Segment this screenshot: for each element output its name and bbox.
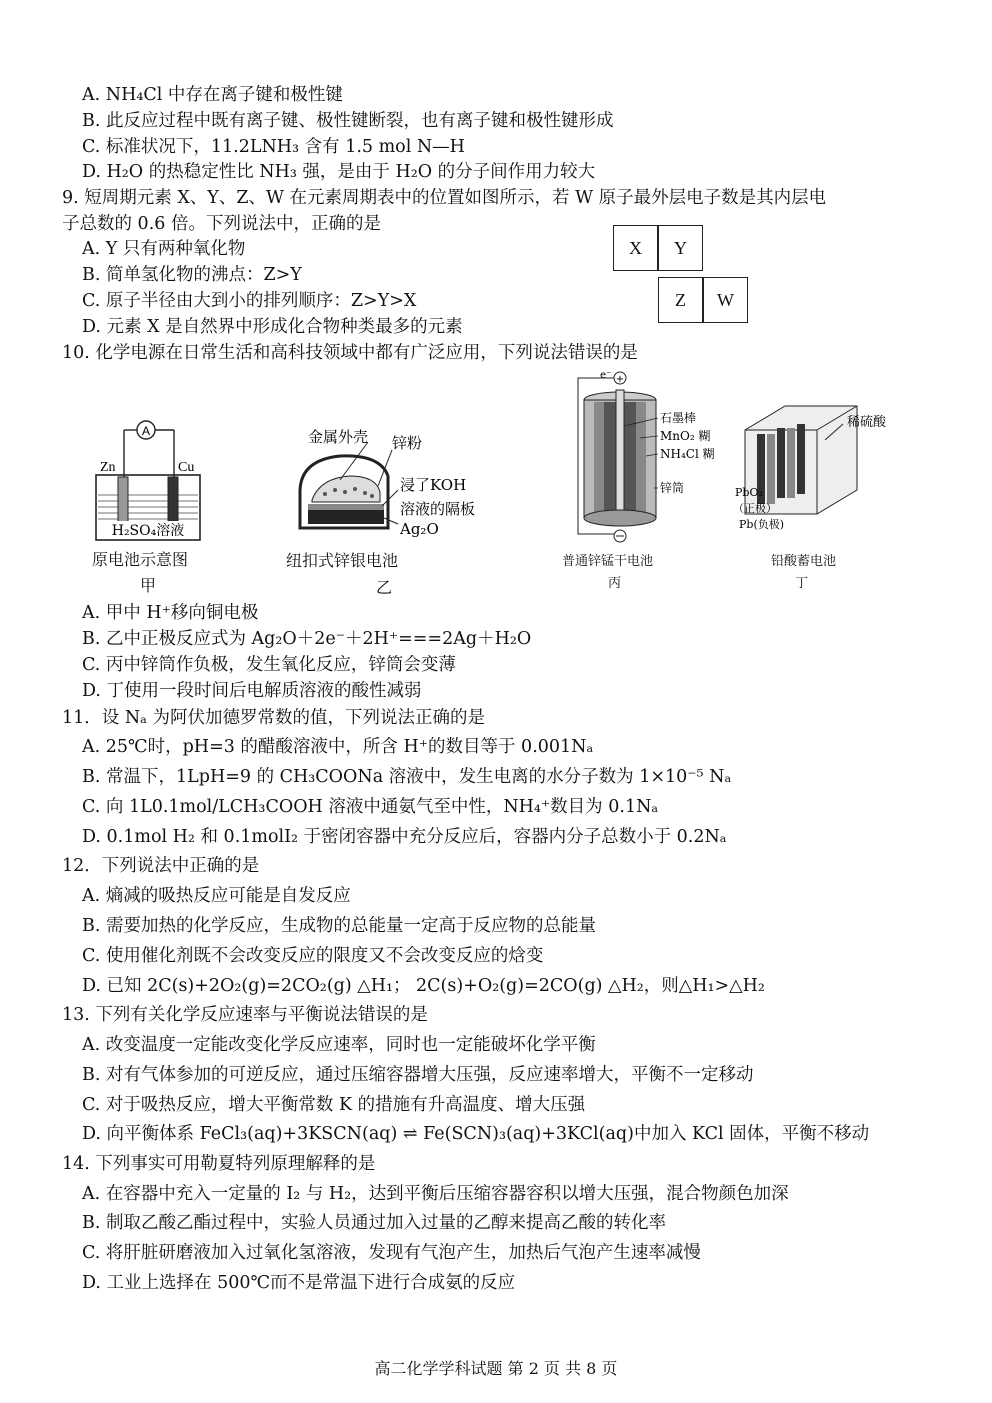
q8-option-a: A. NH₄Cl 中存在离子键和极性键 (82, 85, 343, 105)
q10-option-d: D. 丁使用一段时间后电解质溶液的酸性减弱 (82, 681, 422, 701)
q13-stem: 13. 下列有关化学反应速率与平衡说法错误的是 (62, 1005, 428, 1025)
q8-option-b: B. 此反应过程中既有离子键、极性键断裂，也有离子键和极性键形成 (82, 111, 614, 131)
cell-y: Y (658, 225, 703, 271)
q8-option-c: C. 标准状况下，11.2LNH₃ 含有 1.5 mol N—H (82, 137, 465, 157)
figure-button-battery (280, 420, 500, 595)
nh4cl-label: NH₄Cl 糊 (660, 447, 715, 461)
galvanic-cell-drawing (88, 415, 208, 545)
periodic-table-fragment (613, 225, 755, 325)
figure-ding-label: 丁 (795, 576, 809, 591)
separator-label-2: 溶液的隔板 (400, 500, 476, 518)
q13-option-c: C. 对于吸热反应，增大平衡常数 K 的措施有升高温度、增大压强 (82, 1095, 586, 1115)
q8-option-d: D. H₂O 的热稳定性比 NH₃ 强，是由于 H₂O 的分子间作用力较大 (82, 162, 596, 182)
zinc-powder-label: 锌粉 (392, 434, 423, 452)
figure-dry-cell (560, 366, 730, 591)
figure-jia-label: 甲 (140, 576, 157, 595)
figure-galvanic-cell (88, 415, 208, 595)
cell-w: W (703, 277, 748, 323)
q13-option-d: D. 向平衡体系 FeCl₃(aq)+3KSCN(aq) ⇌ Fe(SCN)₃(aq)+3KCl(aq)中加入 KCl 固体，平衡不移动 (82, 1124, 870, 1144)
electron-top-label: e⁻ (600, 370, 612, 381)
figure-bing-label: 丙 (608, 576, 622, 591)
figure-lead-acid-battery (735, 400, 905, 595)
q14-option-d: D. 工业上选择在 500℃而不是常温下进行合成氨的反应 (82, 1273, 516, 1293)
q10-option-b: B. 乙中正极反应式为 Ag₂O＋2e⁻＋2H⁺===2Ag＋H₂O (82, 629, 532, 649)
q13-option-b: B. 对有气体参加的可逆反应，通过压缩容器增大压强，反应速率增大，平衡不一定移动 (82, 1065, 754, 1085)
q9-option-b: B. 简单氢化物的沸点：Z>Y (82, 265, 302, 285)
q10-stem: 10. 化学电源在日常生活和高科技领域中都有广泛应用，下列说法错误的是 (62, 343, 638, 363)
q11-option-c: C. 向 1L0.1mol/LCH₃COOH 溶液中通氨气至中性，NH₄⁺数目为 0.1Nₐ (82, 797, 659, 817)
q11-option-b: B. 常温下，1LpH=9 的 CH₃COONa 溶液中，发生电离的水分子数为 1×10⁻⁵ Nₐ (82, 767, 732, 787)
q13-option-a: A. 改变温度一定能改变化学反应速率，同时也一定能破坏化学平衡 (82, 1035, 596, 1055)
shell-label: 金属外壳 (308, 428, 369, 446)
zn-label: Zn (100, 460, 116, 475)
ag2o-label: Ag₂O (400, 520, 439, 538)
q11-option-a: A. 25℃时，pH=3 的醋酸溶液中，所含 H⁺的数目等于 0.001Nₐ (82, 737, 594, 757)
cell-x: X (613, 225, 658, 271)
pb-negative-label: Pb(负极) (739, 518, 785, 531)
q9-option-c: C. 原子半径由大到小的排列顺序：Z>Y>X (82, 291, 417, 311)
q14-option-b: B. 制取乙酸乙酯过程中，实验人员通过加入过量的乙醇来提高乙酸的转化率 (82, 1213, 666, 1233)
q12-option-b: B. 需要加热的化学反应，生成物的总能量一定高于反应物的总能量 (82, 916, 596, 936)
figure-yi-label: 乙 (376, 578, 393, 597)
q9-option-d: D. 元素 X 是自然界中形成化合物种类最多的元素 (82, 317, 463, 337)
q14-option-c: C. 将肝脏研磨液加入过氧化氢溶液，发现有气泡产生，加热后气泡产生速率减慢 (82, 1243, 701, 1263)
sulfuric-acid-label: 稀硫酸 (847, 415, 887, 430)
pbo2-label: PbO₂ (735, 486, 763, 499)
q10-option-c: C. 丙中锌筒作负极，发生氧化反应，锌筒会变薄 (82, 655, 456, 675)
q14-stem: 14. 下列事实可用勒夏特列原理解释的是 (62, 1154, 376, 1174)
solution-label: H₂SO₄溶液 (111, 523, 185, 539)
figure-bing-caption: 普通锌锰干电池 (562, 554, 654, 569)
q9-stem-line1: 9. 短周期元素 X、Y、Z、W 在元素周期表中的位置如图所示，若 W 原子最外层电子数是其内层电 (62, 188, 827, 208)
q12-option-d: D. 已知 2C(s)+2O₂(g)=2CO₂(g) △H₁； 2C(s)+O₂(g)=2CO(g) △H₂，则△H₁>△H₂ (82, 976, 765, 996)
lead-acid-battery-drawing (735, 400, 905, 550)
q12-option-a: A. 熵减的吸热反应可能是自发反应 (82, 886, 351, 906)
positive-label: （正极） (735, 502, 777, 515)
mno2-label: MnO₂ 糊 (660, 429, 711, 443)
figure-ding-caption: 铅酸蓄电池 (771, 554, 837, 569)
q9-option-a: A. Y 只有两种氧化物 (82, 239, 246, 259)
button-battery-drawing (280, 420, 500, 550)
cu-label: Cu (178, 460, 195, 475)
plus-terminal: + (615, 374, 625, 385)
q14-option-a: A. 在容器中充入一定量的 I₂ 与 H₂，达到平衡后压缩容器容积以增大压强，混合物颜色加深 (82, 1184, 789, 1204)
cell-z: Z (658, 277, 703, 323)
q9-stem-line2: 子总数的 0.6 倍。下列说法中，正确的是 (62, 214, 381, 234)
page-footer: 高二化学学科试题 第 2 页 共 8 页 (374, 1359, 618, 1378)
graphite-rod-label: 石墨棒 (660, 411, 697, 425)
separator-label-1: 浸了KOH (400, 476, 467, 494)
zinc-can-label: 锌筒 (660, 481, 685, 495)
q11-option-d: D. 0.1mol H₂ 和 0.1molI₂ 于密闭容器中充分反应后，容器内分子总数小于 0.2Nₐ (82, 827, 727, 847)
dry-cell-drawing (560, 366, 730, 546)
figure-jia-caption: 原电池示意图 (92, 550, 189, 569)
q12-stem: 12．下列说法中正确的是 (62, 856, 260, 876)
q11-stem: 11．设 Nₐ 为阿伏加德罗常数的值，下列说法正确的是 (62, 708, 485, 728)
q12-option-c: C. 使用催化剂既不会改变反应的限度又不会改变反应的焓变 (82, 946, 544, 966)
q10-option-a: A. 甲中 H⁺移向铜电极 (82, 603, 259, 623)
ammeter-label: A (141, 424, 151, 438)
figure-yi-caption: 纽扣式锌银电池 (286, 551, 399, 570)
